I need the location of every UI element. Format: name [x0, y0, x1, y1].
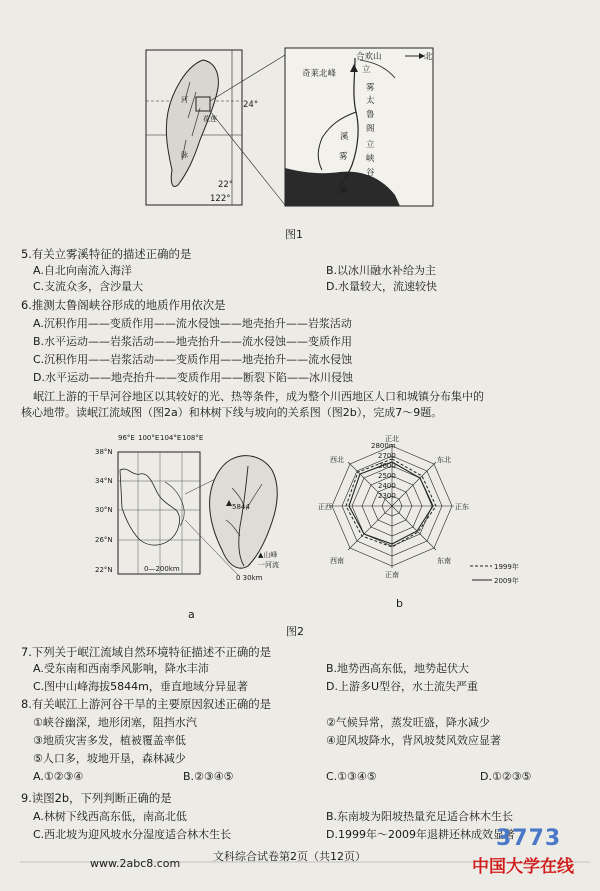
ring-2600: 2600	[378, 462, 396, 470]
intro-line-1: 岷江上游的干旱河谷地区以其较好的光、热等条件，成为整个川西地区人口和城镇分布集中的	[33, 390, 484, 403]
dir-northwest: 西北	[330, 456, 344, 464]
label-gu: 谷	[366, 168, 375, 178]
dir-east: 正东	[455, 503, 469, 511]
q9-option-d[interactable]: D.1999年～2009年退耕还林成效显著	[326, 828, 515, 841]
figure-2a-map	[118, 452, 277, 575]
q9-option-a[interactable]: A.林树下线西高东低，南高北低	[33, 810, 187, 823]
label-ge: 阁	[366, 124, 375, 134]
label-north: 北	[424, 52, 433, 62]
q7-stem: 7.下列关于岷江流域自然环境特征描述不正确的是	[21, 645, 272, 659]
label-xi1: 溪	[340, 132, 349, 142]
lon-104: 104°E	[160, 434, 182, 442]
q7-option-d[interactable]: D.上游多U型谷，水土流失严重	[326, 680, 479, 693]
lon-100: 100°E	[138, 434, 160, 442]
ring-2400: 2400	[378, 482, 396, 490]
q8-item-1: ①峡谷幽深，地形闭塞，阻挡水汽	[33, 716, 197, 729]
lat-26: 26°N	[95, 536, 113, 544]
label-wu1: 雾	[366, 83, 375, 93]
legend-2009: 2009年	[494, 577, 519, 585]
dir-northeast: 东北	[437, 456, 451, 464]
q7-option-c[interactable]: C.图中山峰海拔5844m，垂直地域分异显著	[33, 680, 248, 693]
q8-option-a[interactable]: A.①②③④	[33, 770, 84, 783]
label-li2: 立	[366, 140, 375, 150]
lon-96: 96°E	[118, 434, 135, 442]
q6-option-b[interactable]: B.水平运动——岩浆活动——地壳抬升——流水侵蚀——变质作用	[33, 335, 353, 348]
label-lat-22: 22°	[218, 180, 234, 190]
legend-river: 一河流	[258, 561, 279, 569]
taiwan-map	[146, 50, 285, 205]
q8-option-c[interactable]: C.①③④⑤	[326, 770, 377, 783]
q6-option-c[interactable]: C.沉积作用——岩浆活动——变质作用——地壳抬升——流水侵蚀	[33, 353, 353, 366]
q7-option-a[interactable]: A.受东南和西南季风影响，降水丰沛	[33, 662, 209, 675]
legend-peak: ▲山峰	[258, 551, 278, 559]
label-lu: 鲁	[366, 110, 375, 120]
label-xia: 峡	[366, 154, 375, 164]
q8-stem: 8.有关岷江上游河谷干旱的主要原因叙述正确的是	[21, 697, 272, 711]
q8-item-2: ②气候异常，蒸发旺盛，降水减少	[326, 716, 490, 729]
label-hualien: 花莲	[203, 115, 217, 123]
q6-option-a[interactable]: A.沉积作用——变质作用——流水侵蚀——地壳抬升——岩浆活动	[33, 317, 352, 330]
lat-34: 34°N	[95, 477, 113, 485]
figure-2-caption: 图2	[286, 625, 304, 638]
label-qilai-peak: 奇莱北峰	[302, 69, 337, 79]
scale-inset: 0 30km	[236, 574, 263, 582]
scale-main: 0—200km	[144, 565, 180, 573]
label-lon-122: 122°	[210, 194, 231, 204]
lon-108: 108°E	[182, 434, 204, 442]
lat-22: 22°N	[95, 566, 113, 574]
q8-option-d[interactable]: D.①②③⑤	[480, 770, 532, 783]
label-tai: 太	[366, 96, 375, 106]
dir-west: 正西	[318, 503, 332, 511]
q5-option-c[interactable]: C.支流众多，含沙量大	[33, 280, 144, 293]
q8-item-4: ④迎风坡降水，背风坡焚风效应显著	[326, 734, 501, 747]
q7-option-b[interactable]: B.地势西高东低，地势起伏大	[326, 662, 470, 675]
footer-site[interactable]: www.2abc8.com	[90, 857, 181, 870]
q8-option-b[interactable]: B.②③④⑤	[183, 770, 234, 783]
ring-2500: 2500	[378, 472, 396, 480]
q9-option-c[interactable]: C.西北坡为迎风坡水分湿度适合林木生长	[33, 828, 232, 841]
q5-option-a[interactable]: A.自北向南流入海洋	[33, 264, 132, 277]
figure-1-caption: 图1	[285, 228, 303, 241]
ring-2300: 2300	[378, 492, 396, 500]
dir-south: 正南	[385, 571, 399, 579]
dir-north: 正北	[385, 435, 399, 443]
label-lat-24: 24°	[243, 100, 259, 110]
lat-30: 30°N	[95, 506, 113, 514]
peak-value: 5844	[232, 503, 250, 511]
legend-1999: 1999年	[494, 563, 519, 571]
dir-southwest: 西南	[330, 557, 344, 565]
q5-stem: 5.有关立雾溪特征的描述正确的是	[21, 247, 192, 261]
q8-item-5: ⑤人口多，坡地开垦，森林减少	[33, 752, 186, 765]
q6-stem: 6.推测太鲁阁峡谷形成的地质作用依次是	[21, 298, 226, 312]
q5-option-d[interactable]: D.水量较大，流速较快	[326, 280, 437, 293]
dir-southeast: 东南	[437, 557, 451, 565]
ring-2700: 2700	[378, 452, 396, 460]
watermark-number: 3773	[496, 826, 562, 851]
q9-option-b[interactable]: B.东南坡为阳坡热量充足适合林木生长	[326, 810, 514, 823]
label-river: 河	[181, 96, 188, 104]
watermark-brand: 中国大学在线	[472, 857, 574, 877]
label-li: 立	[362, 65, 371, 75]
figure-2a-sublabel: a	[188, 608, 195, 621]
intro-line-2: 核心地带。读岷江流域图（图2a）和林树下线与坡向的关系图（图2b），完成7～9题。	[21, 406, 443, 419]
label-wu2: 雾	[339, 152, 348, 162]
q6-option-d[interactable]: D.水平运动——地壳抬升——变质作用——断裂下陷——冰川侵蚀	[33, 371, 353, 384]
figure-2b-sublabel: b	[396, 597, 403, 610]
label-xi2: 溪	[339, 186, 348, 196]
q9-stem: 9.读图2b，下列判断正确的是	[21, 791, 172, 805]
footer-page: 文科综合试卷第2页（共12页）	[213, 850, 366, 863]
lat-38: 38°N	[95, 448, 113, 456]
label-mountain: 脉	[181, 151, 188, 159]
label-hehuan: 合欢山	[356, 52, 382, 62]
ring-2800: 2800m	[371, 442, 396, 450]
q8-item-3: ③地质灾害多发，植被覆盖率低	[33, 734, 186, 747]
q5-option-b[interactable]: B.以冰川融水补给为主	[326, 264, 437, 277]
